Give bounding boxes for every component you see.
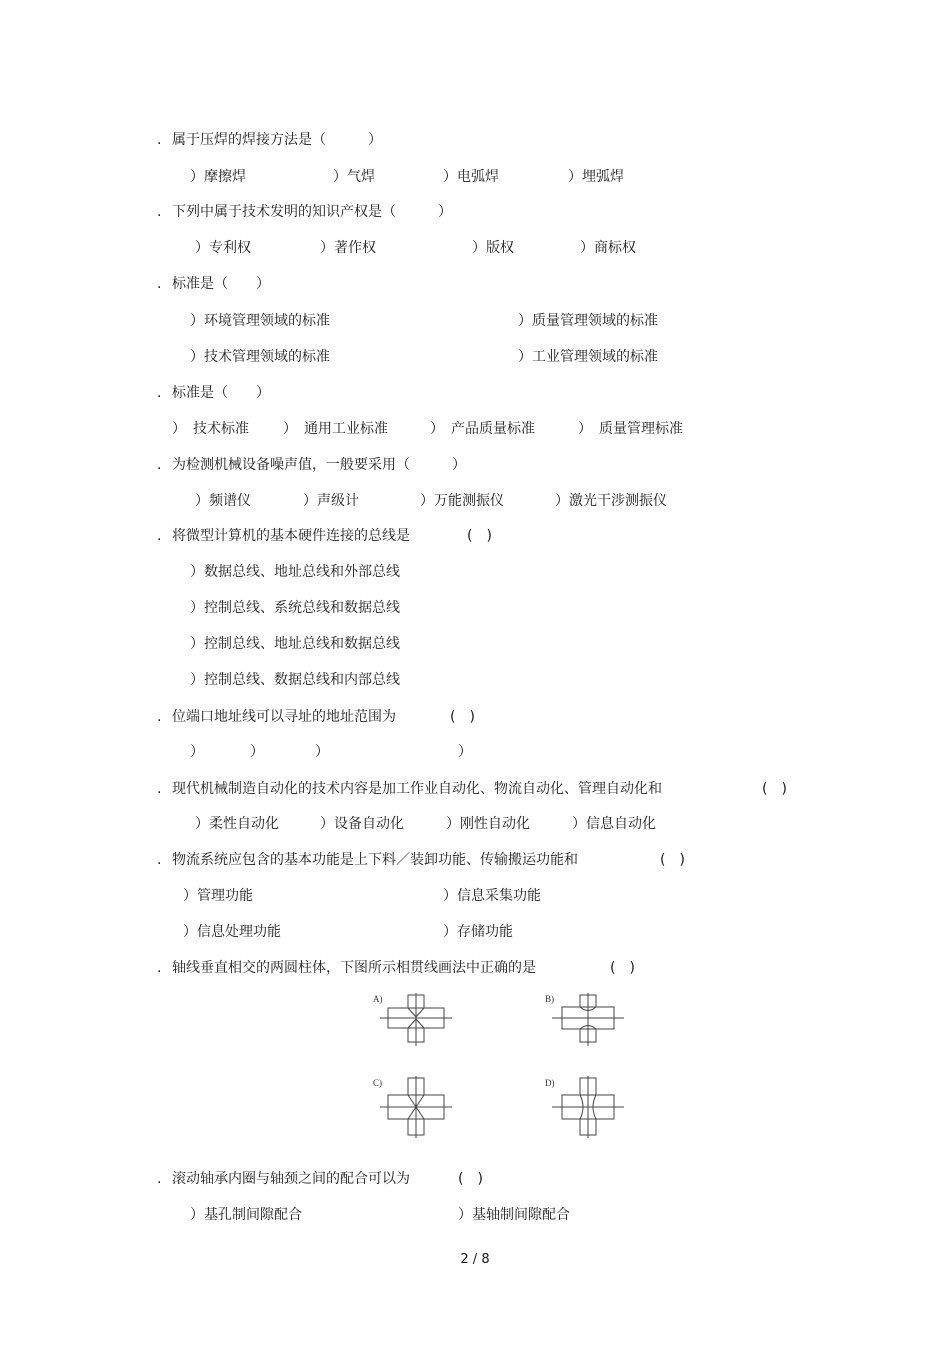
answer-bracket: ( )	[762, 781, 787, 797]
option-c: ）信息处理功能	[183, 924, 281, 940]
option-c: ）电弧焊	[443, 169, 499, 185]
option-c: ）技术管理领域的标准	[190, 349, 330, 365]
option-a: ）频谱仪	[195, 493, 251, 509]
question-marker: .	[157, 852, 162, 868]
option-b: ）声级计	[303, 493, 359, 509]
option-b: ）	[250, 744, 264, 760]
question-text: 现代机械制造自动化的技术内容是加工作业自动化、物流自动化、管理自动化和	[172, 781, 662, 797]
option-a: ）专利权	[195, 240, 251, 256]
question-marker: .	[157, 385, 162, 401]
option-a: ）摩擦焊	[190, 169, 246, 185]
answer-bracket: ( )	[660, 852, 685, 868]
option-b: ）著作权	[320, 240, 376, 256]
question-text: 下列中属于技术发明的知识产权是（ ）	[172, 204, 452, 220]
option-a: ）基孔制间隙配合	[190, 1207, 302, 1223]
question-text: 位端口地址线可以寻址的地址范围为	[172, 709, 396, 725]
figure-label: C)	[373, 1078, 382, 1088]
answer-bracket: ( )	[458, 1171, 483, 1187]
option-d: ）激光干涉测振仪	[555, 493, 667, 509]
option-c: ）版权	[472, 240, 514, 256]
question-text: 标准是（ ）	[172, 276, 270, 292]
question-marker: .	[157, 960, 162, 976]
question-text: 标准是（ ）	[172, 385, 270, 401]
option-a: ） 技术标准	[172, 421, 249, 437]
figure-label: A)	[373, 994, 383, 1004]
option-d: ）商标权	[580, 240, 636, 256]
intersection-figures	[370, 988, 640, 1138]
question-marker: .	[157, 457, 162, 473]
option-b: ）气焊	[333, 169, 375, 185]
question-text: 属于压焊的焊接方法是（ ）	[172, 132, 382, 148]
question-text: 为检测机械设备噪声值，一般要采用（ ）	[172, 457, 466, 473]
question-text: 物流系统应包含的基本功能是上下料／装卸功能、传输搬运功能和	[172, 852, 578, 868]
answer-bracket: ( )	[467, 528, 492, 544]
question-marker: .	[157, 132, 162, 148]
option-a: ）数据总线、地址总线和外部总线	[190, 564, 400, 580]
option-d: ） 质量管理标准	[578, 421, 683, 437]
question-text: 滚动轴承内圈与轴颈之间的配合可以为	[172, 1171, 410, 1187]
option-a: ）环境管理领域的标准	[190, 313, 330, 329]
option-d: ）	[458, 744, 472, 760]
option-d: ）控制总线、数据总线和内部总线	[190, 672, 400, 688]
figure-a	[370, 988, 460, 1050]
question-marker: .	[157, 781, 162, 797]
answer-bracket: ( )	[450, 709, 475, 725]
figure-label: B)	[545, 994, 554, 1004]
option-a: ）管理功能	[183, 888, 253, 904]
question-text: 轴线垂直相交的两圆柱体，下图所示相贯线画法中正确的是	[172, 960, 536, 976]
option-d: ）信息自动化	[572, 816, 656, 832]
option-d: ）工业管理领域的标准	[518, 349, 658, 365]
option-a: ）柔性自动化	[195, 816, 279, 832]
option-b: ）基轴制间隙配合	[458, 1207, 570, 1223]
option-b: ）质量管理领域的标准	[518, 313, 658, 329]
option-c: ）刚性自动化	[446, 816, 530, 832]
option-d: ）存储功能	[443, 924, 513, 940]
option-c: ）	[315, 744, 329, 760]
answer-bracket: ( )	[610, 960, 635, 976]
question-marker: .	[157, 204, 162, 220]
question-marker: .	[157, 276, 162, 292]
option-b: ） 通用工业标准	[283, 421, 388, 437]
option-a: ）	[190, 744, 204, 760]
question-marker: .	[157, 1171, 162, 1187]
question-marker: .	[157, 709, 162, 725]
option-b: ）设备自动化	[320, 816, 404, 832]
option-c: ）万能测振仪	[420, 493, 504, 509]
option-b: ）控制总线、系统总线和数据总线	[190, 600, 400, 616]
figure-c	[370, 1074, 460, 1140]
page-number: 2 / 8	[460, 1252, 490, 1267]
option-c: ）控制总线、地址总线和数据总线	[190, 636, 400, 652]
question-marker: .	[157, 528, 162, 544]
option-d: ）埋弧焊	[568, 169, 624, 185]
figure-b	[542, 988, 632, 1050]
option-b: ）信息采集功能	[443, 888, 541, 904]
figure-label: D)	[545, 1078, 555, 1088]
option-c: ） 产品质量标准	[430, 421, 535, 437]
figure-d	[542, 1074, 632, 1140]
question-text: 将微型计算机的基本硬件连接的总线是	[172, 528, 410, 544]
